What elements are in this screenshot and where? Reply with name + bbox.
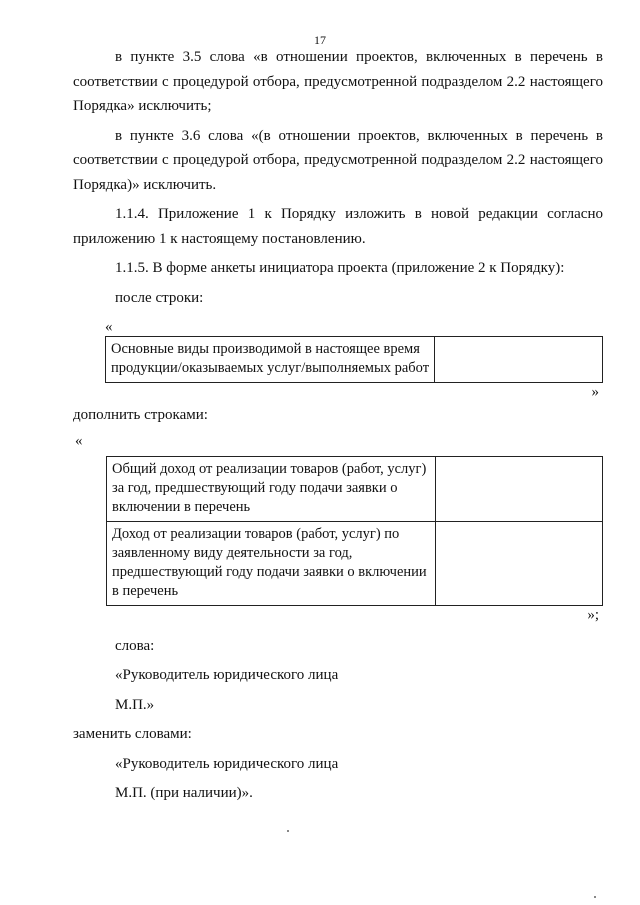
table-row (107, 456, 603, 521)
table1-open-quote: « (105, 319, 113, 335)
table2-open-quote: « (75, 432, 83, 449)
table1-close-quote: » (591, 384, 599, 400)
table2-close-quote: »; (587, 606, 599, 623)
document-body (73, 45, 603, 806)
table-cell-value (435, 521, 602, 605)
paragraph-3-6: в пункте 3.6 слова «(в отношении проектов, включенных в перечень в соответствии с процедурой отбора, предусмотренной подразделом 2.2 настоящего Порядка)» исключить. (73, 127, 603, 193)
table-new-rows (106, 456, 603, 606)
table-cell-value (435, 337, 603, 383)
table-cell-label: Основные виды производимой в настоящее время продукции/оказываемых услуг/выполняемых работ (106, 337, 435, 383)
scan-speck (287, 830, 289, 832)
new-text-line-2: М.П. (при наличии)». (115, 785, 253, 801)
scan-speck (594, 896, 596, 898)
table-row (107, 521, 603, 605)
new-text-line-1: «Руководитель юридического лица (115, 755, 339, 772)
paragraph-1-1-4: 1.1.4. Приложение 1 к Порядку изложить в новой редакции согласно приложению 1 к настоящему постановлению. (73, 206, 603, 247)
replace-label: заменить словами: (73, 726, 192, 742)
table-cell-label: Доход от реализации товаров (работ, услуг) по заявленному виду деятельности за год, предшествующий году подачи заявки о включении в перечень (107, 521, 436, 605)
table-cell-label: Общий доход от реализации товаров (работ, услуг) за год, предшествующий году подачи заявки о включении в перечень (107, 456, 436, 521)
supplement-text: дополнить строками: (73, 407, 208, 423)
table-row (106, 337, 603, 383)
after-row-text: после строки: (115, 289, 204, 306)
words-label: слова: (115, 637, 155, 654)
table-cell-value (435, 456, 602, 521)
page-number: 17 (314, 33, 326, 47)
paragraph-3-5: в пункте 3.5 слова «в отношении проектов, включенных в перечень в соответствии с процедурой отбора, предусмотренной подразделом 2.2 настоящего Порядка» исключить; (73, 49, 603, 114)
old-text-line-1: «Руководитель юридического лица (115, 667, 339, 683)
paragraph-1-1-5: 1.1.5. В форме анкеты инициатора проекта (приложение 2 к Порядку): (115, 260, 565, 276)
table-existing-row (105, 336, 603, 383)
old-text-line-2: М.П.» (115, 696, 155, 713)
